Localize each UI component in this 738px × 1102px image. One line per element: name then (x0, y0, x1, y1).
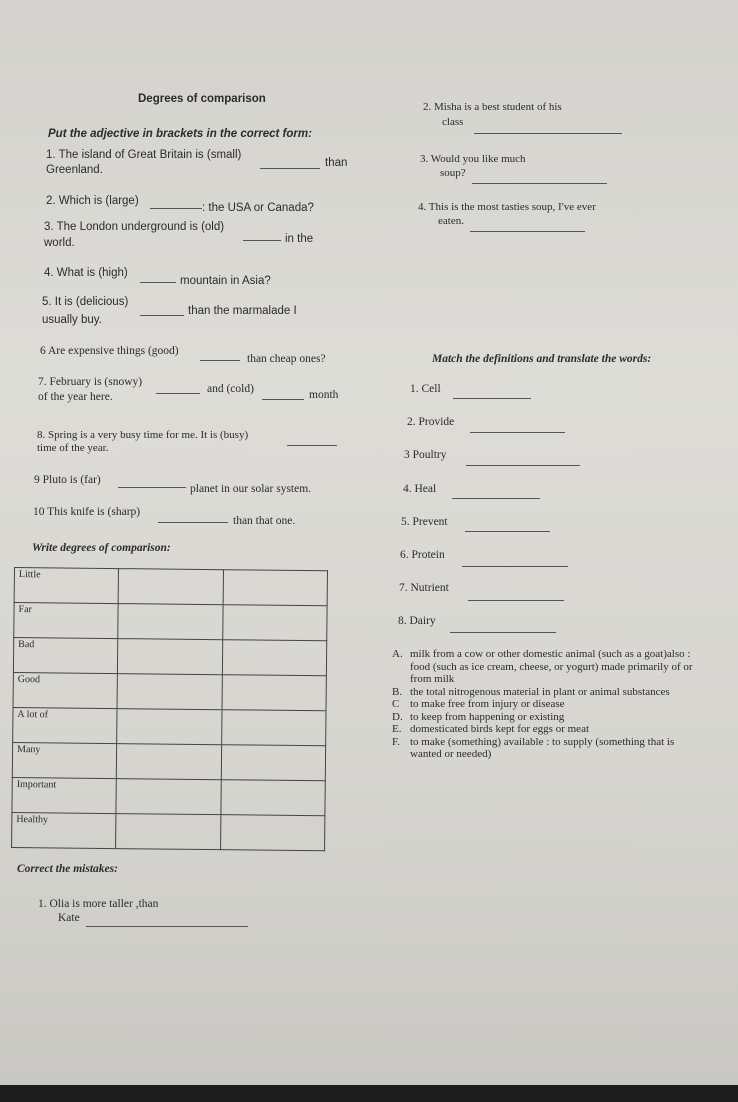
table-cell-comparative[interactable] (117, 709, 222, 745)
table-cell-superlative[interactable] (222, 640, 327, 676)
definition-key: E. (392, 723, 402, 735)
right-item-4-text: 4. This is the most tasties soup, I've ever (418, 201, 596, 213)
table-cell-comparative[interactable] (117, 744, 222, 780)
definition-key: A. (392, 648, 403, 660)
definition-item (392, 698, 702, 711)
table-cell-word: Bad (13, 638, 118, 674)
table-cell-comparative[interactable] (118, 604, 223, 640)
table-cell-superlative[interactable] (221, 780, 326, 816)
item-7-month: month (309, 389, 339, 401)
table-cell-superlative[interactable] (222, 605, 327, 641)
table-row (13, 638, 326, 676)
item-7-blank-2[interactable] (262, 399, 304, 400)
table-cell-word: Far (14, 603, 119, 639)
item-6-rest: than cheap ones? (247, 353, 326, 365)
table-row (12, 742, 325, 780)
item-3-text: 3. The London underground is (old) (44, 221, 225, 233)
item-3-rest: in the (285, 233, 314, 245)
table-row (13, 672, 326, 710)
match-item: 6. Protein (400, 549, 445, 561)
definition-key: B. (392, 685, 403, 698)
table-cell-word: Little (14, 568, 119, 604)
definition-text: to make (something) available : to supply (something that is wanted or needed) (410, 735, 675, 760)
right-item-2-end: class (442, 116, 464, 128)
match-blank[interactable] (452, 498, 540, 499)
definition-item (392, 711, 702, 724)
definition-item (392, 686, 702, 699)
item-9-rest: planet in our solar system. (190, 483, 312, 495)
table-row (14, 603, 327, 641)
right-item-3-end: soup? (440, 167, 466, 179)
table-cell-superlative[interactable] (223, 570, 328, 606)
correct-item-1-end: Kate (58, 912, 80, 924)
item-6-text: 6 Are expensive things (good) (40, 345, 179, 357)
instruction: Put the adjective in brackets in the correct form: (48, 128, 312, 140)
definition-key: F. (392, 735, 400, 748)
table-row (12, 812, 325, 850)
match-blank[interactable] (465, 531, 550, 532)
table-cell-word: Important (12, 777, 117, 813)
item-8-end: time of the year. (37, 442, 109, 454)
item-10-rest: than that one. (233, 515, 296, 527)
right-item-2-text: 2. Misha is a best student of his (423, 101, 562, 113)
item-2-blank[interactable] (150, 208, 202, 209)
table-cell-word: Good (13, 672, 118, 708)
item-5-rest: than the marmalade I (188, 305, 297, 317)
definition-text: to keep from happening or existing (410, 710, 565, 723)
match-blank[interactable] (468, 600, 564, 601)
item-10-blank[interactable] (158, 522, 228, 523)
definition-text: the total nitrogenous material in plant or animal substances (410, 685, 670, 698)
item-5-text: 5. It is (delicious) (42, 296, 129, 308)
table-cell-superlative[interactable] (221, 710, 326, 746)
comparison-table (11, 567, 328, 851)
right-item-3-text: 3. Would you like much (420, 153, 526, 165)
table-cell-comparative[interactable] (117, 674, 222, 710)
table-cell-word: A lot of (13, 707, 118, 743)
match-blank[interactable] (466, 465, 580, 466)
match-blank[interactable] (450, 632, 556, 633)
item-7-text: 7. February is (snowy) (38, 376, 143, 388)
match-item: 5. Prevent (401, 516, 448, 528)
definition-key: D. (392, 710, 403, 723)
correct-heading: Correct the mistakes: (17, 863, 118, 875)
item-3-blank[interactable] (243, 240, 281, 241)
match-item: 3 Poultry (404, 449, 447, 461)
match-item: 8. Dairy (398, 615, 436, 627)
table-cell-superlative[interactable] (220, 815, 325, 851)
item-4-blank[interactable] (140, 282, 176, 283)
table-row (13, 707, 326, 745)
item-3-end: world. (44, 237, 75, 249)
table-cell-comparative[interactable] (118, 639, 223, 675)
page-title: Degrees of comparison (138, 93, 266, 105)
definition-key: C (392, 698, 400, 710)
definition-item (392, 648, 702, 686)
table-row (14, 568, 327, 606)
match-blank[interactable] (453, 398, 531, 399)
match-blank[interactable] (470, 432, 565, 433)
table-row (12, 777, 325, 815)
definition-item (392, 723, 702, 736)
item-9-blank[interactable] (118, 487, 186, 488)
item-8-text: 8. Spring is a very busy time for me. It is (busy) (37, 429, 249, 441)
correct-item-1-blank[interactable] (86, 926, 248, 927)
item-6-blank[interactable] (200, 360, 240, 361)
item-1-than: than (325, 157, 348, 169)
definition-text: to make free from injury or disease (410, 698, 565, 710)
item-10-text: 10 This knife is (sharp) (33, 506, 141, 518)
match-item: 2. Provide (407, 416, 455, 428)
item-8-blank[interactable] (287, 445, 337, 446)
match-item: 4. Heal (403, 483, 437, 495)
item-2-rest: : the USA or Canada? (202, 202, 314, 214)
item-4-text: 4. What is (high) (44, 267, 128, 279)
right-item-2-blank[interactable] (474, 133, 622, 134)
match-item: 7. Nutrient (399, 582, 449, 594)
table-cell-word: Healthy (12, 812, 117, 848)
match-heading: Match the definitions and translate the words: (432, 353, 652, 365)
item-1-text: 1. The island of Great Britain is (small) (46, 149, 242, 161)
table-cell-comparative[interactable] (116, 814, 221, 850)
item-9-text: 9 Pluto is (far) (34, 474, 101, 486)
table-cell-superlative[interactable] (221, 745, 326, 781)
definition-item (392, 736, 702, 761)
item-1-end: Greenland. (46, 164, 103, 176)
table-cell-word: Many (12, 742, 117, 778)
item-7-blank-1[interactable] (156, 393, 200, 394)
definitions-list (392, 648, 702, 761)
definition-text: domesticated birds kept for eggs or meat (410, 723, 590, 735)
item-4-rest: mountain in Asia? (180, 275, 271, 287)
match-blank[interactable] (462, 566, 568, 567)
item-2-text: 2. Which is (large) (46, 195, 139, 207)
table-cell-superlative[interactable] (222, 675, 327, 711)
table-cell-comparative[interactable] (116, 779, 221, 815)
right-item-4-blank[interactable] (470, 231, 585, 232)
item-7-end: of the year here. (38, 391, 113, 403)
definition-text: milk from a cow or other domestic animal (such as a goat)also : food (such as ice cream, cheese, or yogurt) made primarily of or from milk (410, 648, 693, 685)
item-5-blank[interactable] (140, 315, 184, 316)
correct-item-1-text: 1. Olia is more taller ,than (38, 898, 159, 910)
item-5-end: usually buy. (42, 314, 102, 326)
table-cell-comparative[interactable] (118, 569, 223, 605)
item-7-mid: and (cold) (207, 383, 254, 395)
item-1-blank[interactable] (260, 168, 320, 169)
bottom-shadow (0, 1085, 738, 1102)
right-item-3-blank[interactable] (472, 183, 607, 184)
write-heading: Write degrees of comparison: (32, 542, 171, 554)
right-item-4-end: eaten. (438, 215, 464, 227)
match-item: 1. Cell (410, 383, 441, 395)
